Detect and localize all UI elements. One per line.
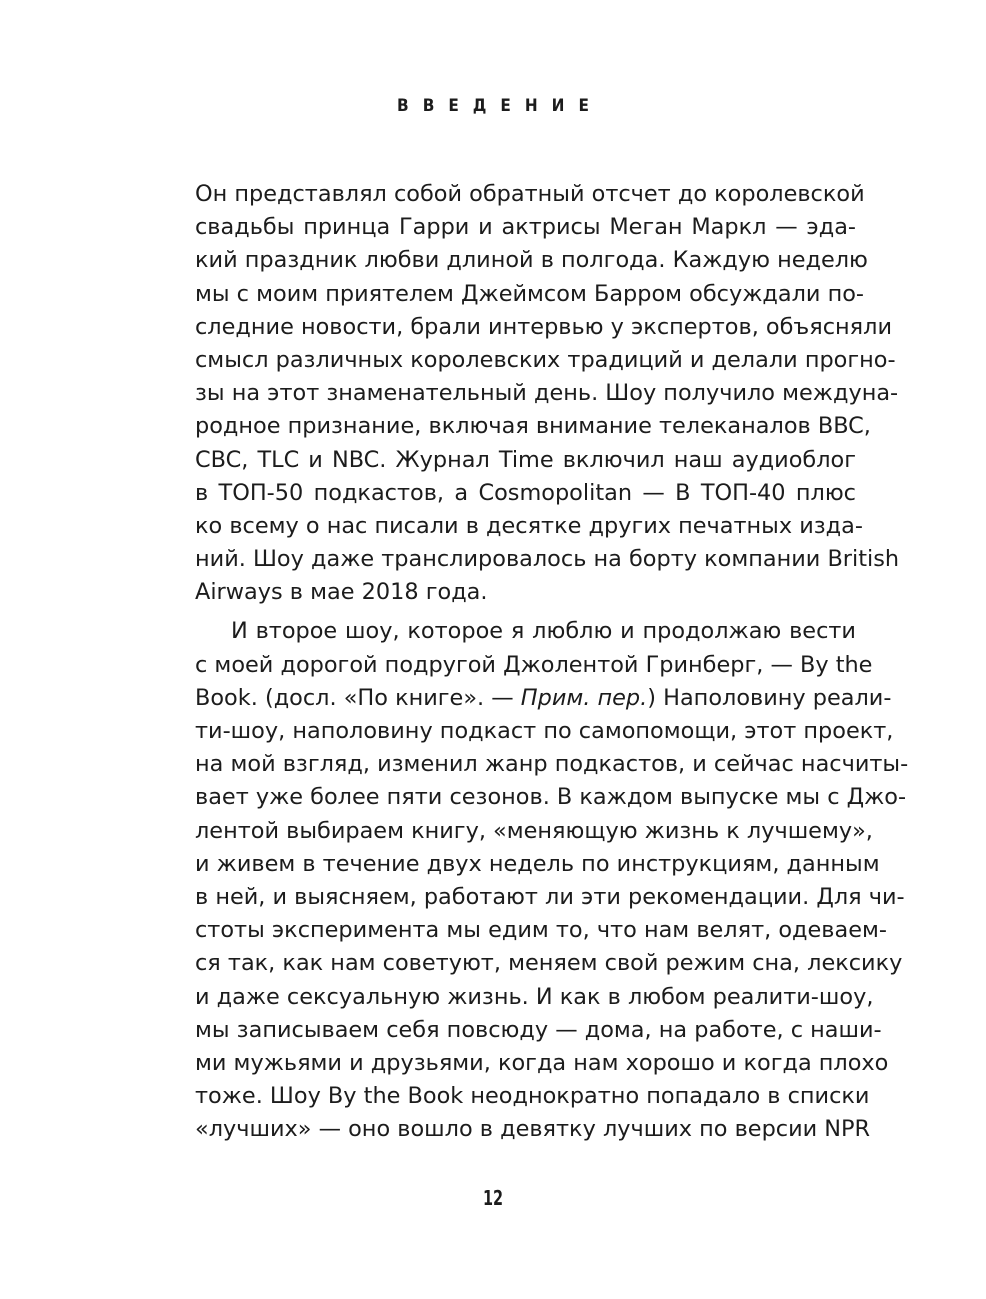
- text-line: и живем в течение двух недель по инструкциям, данным: [195, 850, 880, 877]
- paragraph-2: [195, 615, 909, 1146]
- body-text: [195, 178, 909, 1146]
- text-line: с моей дорогой подругой Джолентой Гринберг, — By the: [195, 651, 873, 678]
- text-line: ми мужьями и друзьями, когда нам хорошо и когда плохо: [195, 1049, 889, 1076]
- text-line: ся так, как нам советуют, меняем свой режим сна, лексику: [195, 950, 903, 977]
- text-line: на мой взгляд, изменил жанр подкастов, и сейчас насчиты-: [195, 751, 909, 778]
- text-line: следние новости, брали интервью у экспертов, объясняли: [195, 313, 893, 340]
- text-run: ) Наполовину реали-: [647, 684, 892, 711]
- text-line: Он представлял собой обратный отсчет до королевской: [195, 181, 865, 207]
- text-line: смысл различных королевских традиций и делали прогно-: [195, 346, 896, 373]
- text-line: стоты эксперимента мы едим то, что нам велят, одеваем-: [195, 917, 887, 944]
- text-line: вает уже более пяти сезонов. В каждом выпуске мы с Джо-: [195, 784, 907, 811]
- text-line: свадьбы принца Гарри и актрисы Меган Маркл — эда-: [195, 214, 856, 241]
- paragraph-1: [195, 178, 900, 609]
- text-line: ний. Шоу даже транслировалось на борту компании British: [195, 546, 900, 573]
- text-line: кий праздник любви длиной в полгода. Каждую неделю: [195, 247, 868, 274]
- text-line: ти-шоу, наполовину подкаст по самопомощи, этот проект,: [195, 718, 894, 744]
- text-line: родное признание, включая внимание телеканалов BBC,: [195, 413, 871, 440]
- text-line: мы записываем себя повсюду — дома, на работе, с наши-: [195, 1016, 882, 1043]
- text-run: Book. (досл. «По книге». —: [195, 684, 521, 711]
- text-line: Airways в мае 2018 года.: [195, 579, 488, 606]
- text-line: и даже сексуальную жизнь. И как в любом реалити-шоу,: [195, 983, 874, 1010]
- text-line: в ТОП-50 подкастов, а Cosmopolitan — В ТОП-40 плюс: [195, 479, 856, 506]
- text-line: зы на этот знаменательный день. Шоу получило междуна-: [195, 380, 899, 407]
- text-line: CBC, TLC и NBC. Журнал Time включил наш аудиоблог: [195, 446, 856, 473]
- text-line: тоже. Шоу By the Book неоднократно попадало в списки: [195, 1083, 870, 1110]
- page-number: 12: [482, 1186, 504, 1210]
- text-line: лентой выбираем книгу, «меняющую жизнь к лучшему»,: [195, 817, 873, 844]
- text-line: ко всему о нас писали в десятке других печатных изда-: [195, 512, 863, 539]
- running-title: ВВЕДЕНИЕ: [397, 96, 603, 116]
- translator-note: Прим. пер.: [520, 684, 648, 711]
- text-line: [195, 682, 892, 715]
- text-line: в ней, и выясняем, работают ли эти рекомендации. Для чи-: [195, 883, 905, 910]
- text-line: мы с моим приятелем Джеймсом Барром обсуждали по-: [195, 280, 865, 307]
- text-line: «лучших» — оно вошло в девятку лучших по версии NPR: [195, 1116, 871, 1143]
- text-line: И второе шоу, которое я люблю и продолжаю вести: [231, 618, 856, 645]
